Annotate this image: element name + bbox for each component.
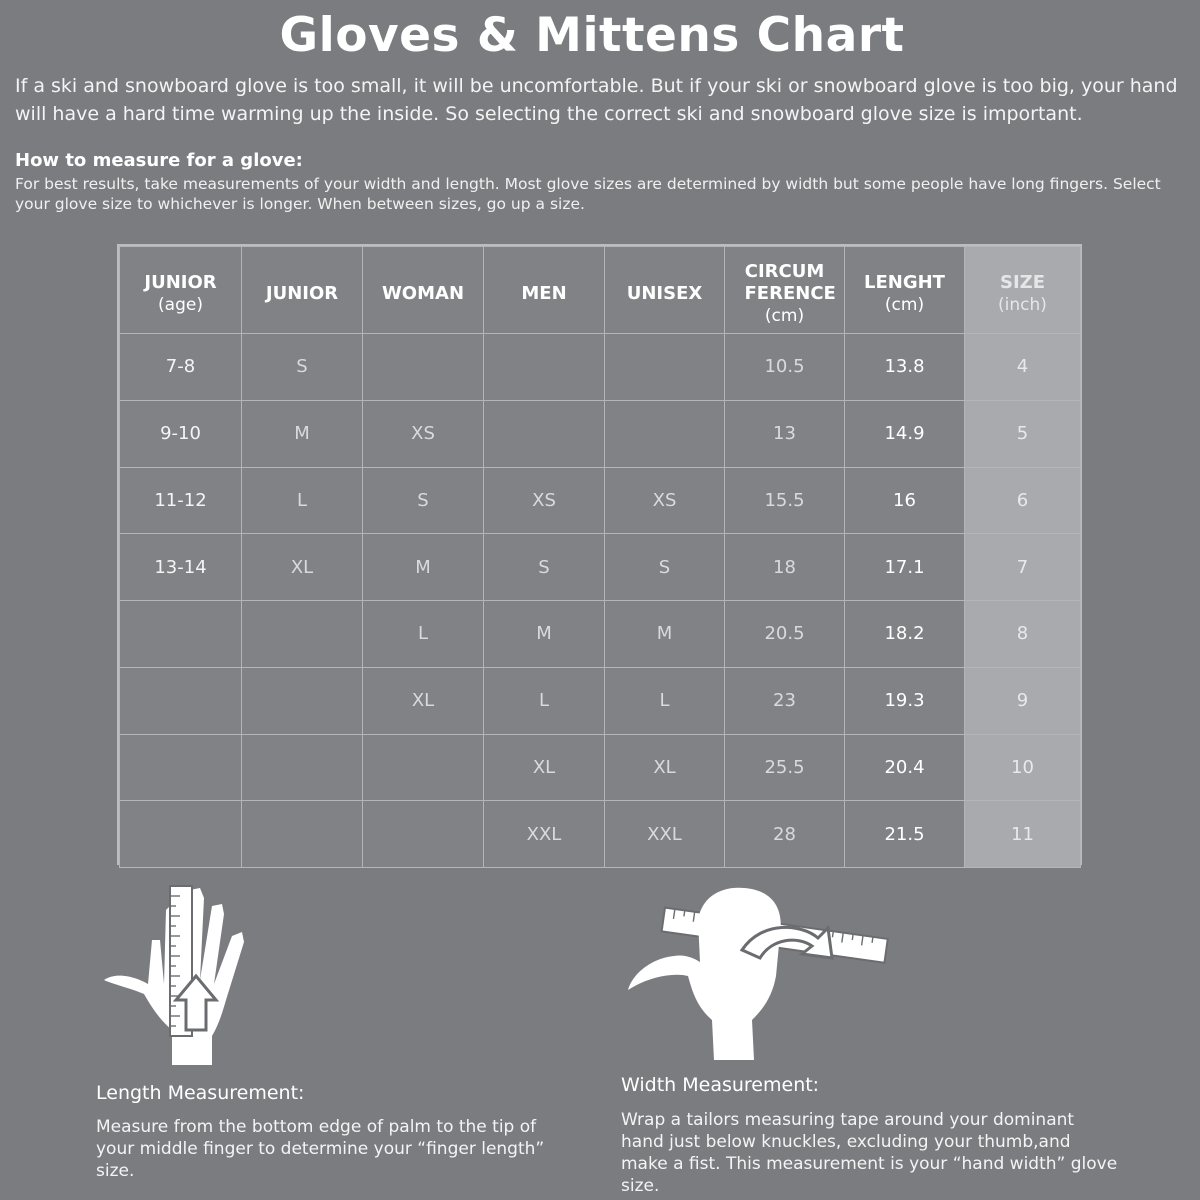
header-cell-4 [484, 247, 605, 334]
table-cell: 21.5 [845, 801, 965, 868]
table-cell: L [484, 667, 605, 734]
table-cell: L [605, 667, 725, 734]
header-cell-5 [605, 247, 725, 334]
table-cell: XL [363, 667, 484, 734]
table-cell: 8 [965, 601, 1081, 668]
table-cell: 5 [965, 400, 1081, 467]
table-cell: 9-10 [120, 400, 242, 467]
table-cell: L [363, 601, 484, 668]
table-cell: 17.1 [845, 534, 965, 601]
table-cell: XS [484, 467, 605, 534]
table-cell: 13 [725, 400, 845, 467]
table-cell [120, 667, 242, 734]
header-cell-6 [725, 247, 845, 334]
intro-text: If a ski and snowboard glove is too small, it will be uncomfortable. But if your ski or snowboard glove is too big, your hand will have a hard time warming up the inside. So selecting the correct ski and snowboard glove size is important. [15, 75, 1178, 125]
header-label: CIRCUM FERENCE [744, 261, 836, 304]
table-cell: L [242, 467, 363, 534]
width-measurement-text: Wrap a tailors measuring tape around your dominant hand just below knuckles, excluding your thumb,and make a fist. This measurement is your “hand width” glove size. [621, 1110, 1118, 1196]
header-label: JUNIOR [265, 283, 339, 304]
table-cell [605, 400, 725, 467]
table-cell [120, 801, 242, 868]
table-cell: M [605, 601, 725, 668]
header-cell-8 [965, 247, 1081, 334]
table-cell: 9 [965, 667, 1081, 734]
table-cell: M [363, 534, 484, 601]
table-cell: 10.5 [725, 334, 845, 401]
table-cell: 13.8 [845, 334, 965, 401]
table-cell [484, 334, 605, 401]
table-cell: 10 [965, 734, 1081, 801]
table-cell: 18.2 [845, 601, 965, 668]
table-cell [242, 801, 363, 868]
table-cell: 4 [965, 334, 1081, 401]
table-cell: XXL [605, 801, 725, 868]
width-measurement-title: Width Measurement: [621, 1074, 820, 1096]
table-row [120, 334, 1081, 401]
table-cell: XL [484, 734, 605, 801]
header-unit: (inch) [998, 295, 1047, 315]
table-cell [484, 400, 605, 467]
table-cell: S [484, 534, 605, 601]
header-cell-2 [242, 247, 363, 334]
table-cell: 20.4 [845, 734, 965, 801]
table-cell: S [605, 534, 725, 601]
table-cell: 13-14 [120, 534, 242, 601]
table-cell: XS [363, 400, 484, 467]
table-header-row [120, 247, 1081, 334]
table-cell [242, 734, 363, 801]
table-cell [120, 601, 242, 668]
table-cell: XL [605, 734, 725, 801]
table-cell: 15.5 [725, 467, 845, 534]
table-cell [120, 734, 242, 801]
table-row [120, 801, 1081, 868]
header-label: WOMAN [381, 283, 465, 304]
table-cell: S [242, 334, 363, 401]
table-row [120, 534, 1081, 601]
hand-length-ruler-icon [100, 880, 280, 1065]
table-cell: 23 [725, 667, 845, 734]
header-label: LENGHT [864, 272, 945, 293]
header-label: JUNIOR [144, 272, 217, 293]
table-cell: 14.9 [845, 400, 965, 467]
table-cell: M [484, 601, 605, 668]
how-to-measure-heading: How to measure for a glove: [15, 150, 303, 171]
table-cell: 16 [845, 467, 965, 534]
table-cell [242, 601, 363, 668]
header-cell-3 [363, 247, 484, 334]
table-cell: 25.5 [725, 734, 845, 801]
table-cell: 11 [965, 801, 1081, 868]
table-cell [242, 667, 363, 734]
header-label: UNISEX [626, 283, 703, 304]
table-cell: XL [242, 534, 363, 601]
header-unit: (cm) [764, 306, 805, 326]
table-row [120, 734, 1081, 801]
size-chart-table [117, 244, 1082, 865]
header-label: MEN [521, 283, 567, 304]
table-cell: XS [605, 467, 725, 534]
table-cell [363, 801, 484, 868]
header-cell-1 [120, 247, 242, 334]
table-cell: 20.5 [725, 601, 845, 668]
table-cell: 7-8 [120, 334, 242, 401]
table-cell: S [363, 467, 484, 534]
page-title: Gloves & Mittens Chart [279, 8, 905, 63]
table-cell: 28 [725, 801, 845, 868]
table-row [120, 667, 1081, 734]
table-cell [605, 334, 725, 401]
table-cell: 19.3 [845, 667, 965, 734]
table-cell: XXL [484, 801, 605, 868]
table-row [120, 400, 1081, 467]
table-cell [363, 334, 484, 401]
header-unit: (age) [158, 295, 203, 315]
table-cell: 11-12 [120, 467, 242, 534]
table-row [120, 467, 1081, 534]
table-cell: 6 [965, 467, 1081, 534]
table-row [120, 601, 1081, 668]
length-measurement-title: Length Measurement: [96, 1082, 305, 1104]
header-label: SIZE [999, 272, 1045, 293]
table-cell: 18 [725, 534, 845, 601]
how-to-measure-text: For best results, take measurements of your width and length. Most glove sizes are determined by width but some people have long fingers. Select your glove size to whichever is longer. When between sizes, go up a size. [15, 175, 1161, 213]
header-cell-7 [845, 247, 965, 334]
table-cell [363, 734, 484, 801]
length-measurement-text: Measure from the bottom edge of palm to the tip of your middle finger to determine your “finger length” size. [96, 1117, 545, 1181]
header-unit: (cm) [884, 295, 925, 315]
table-cell: 7 [965, 534, 1081, 601]
table-cell: M [242, 400, 363, 467]
fist-width-ruler-icon [622, 880, 892, 1060]
table-body [120, 334, 1081, 868]
